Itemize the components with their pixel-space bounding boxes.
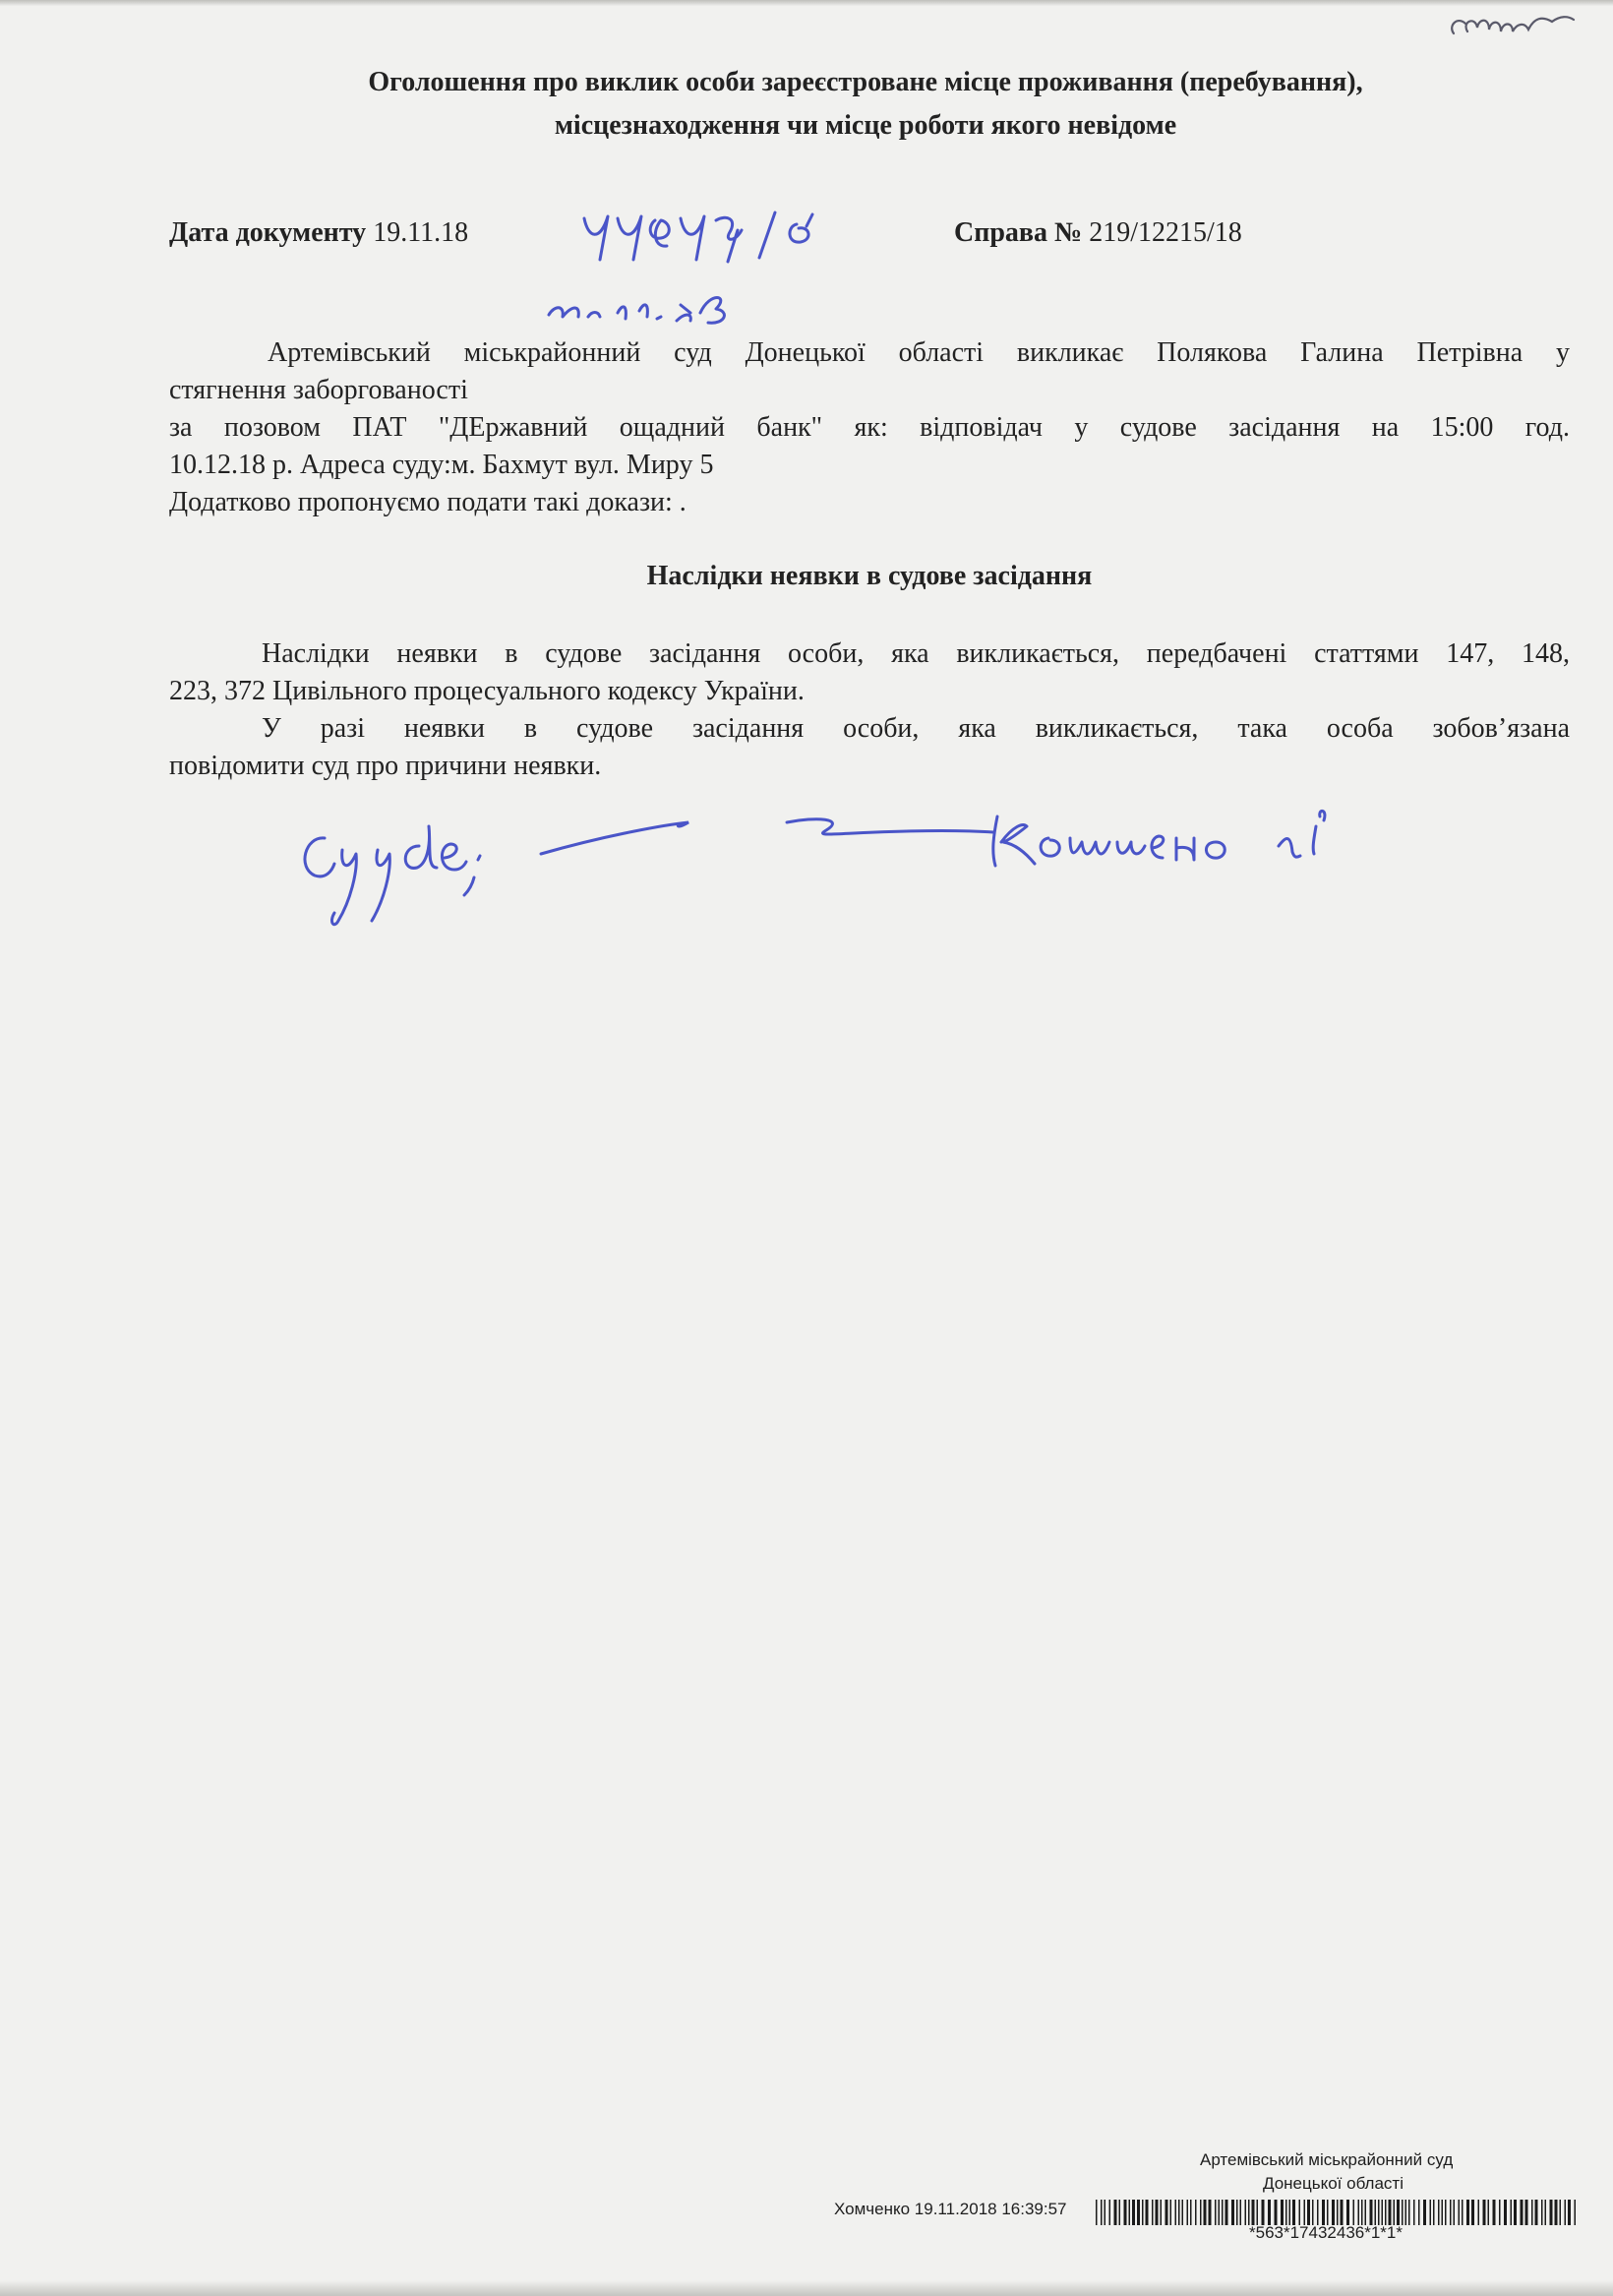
stamp-court-line-2: Донецької області <box>1263 2174 1404 2193</box>
summons-line-5: Додатково пропонуємо подати такі докази: . <box>169 487 687 517</box>
summons-line-3: за позовом ПАТ "ДЕржавний ощадний банк" як: відповідач у судове засідання на 15:00 год. <box>169 412 1570 443</box>
notice-line-1: У разі неявки в судове засідання особи, яка викликається, така особа зобов’язана <box>262 713 1570 744</box>
document-date <box>169 216 468 250</box>
summons-line-1: Артемівський міськрайонний суд Донецької області викликає Полякова Галина Петрівна у <box>268 337 1570 368</box>
title-line-2: місцезнаходження чи місце роботи якого невідоме <box>554 110 1177 141</box>
case-number <box>954 216 1242 250</box>
consequences-line-1: Наслідки неявки в судове засідання особи, яка викликається, передбачені статтями 147, 148, <box>262 638 1570 669</box>
barcode-code: *563*17432436*1*1* <box>1249 2223 1403 2242</box>
section-heading: Наслідки неявки в судове засідання <box>646 561 1093 591</box>
date-value: 19.11.18 <box>373 217 469 248</box>
handwritten-judge-label <box>291 807 508 935</box>
handwritten-judge-name <box>984 787 1397 876</box>
stamp-signed-by: Хомченко 19.11.2018 16:39:57 <box>834 2200 1067 2218</box>
summons-body <box>169 334 1570 521</box>
date-label: Дата документу <box>169 217 367 248</box>
notice-line-2: повідомити суд про причини неявки. <box>169 751 602 781</box>
scan-top-edge <box>0 0 1613 6</box>
summons-line-2: стягнення заборгованості <box>169 375 468 405</box>
stamp-court-line-1: Артемівський міськрайонний суд <box>1200 2150 1454 2169</box>
consequences-paragraph <box>169 635 1570 710</box>
document-title <box>167 61 1564 148</box>
handwritten-registration-number <box>578 203 844 268</box>
handwritten-registration-date <box>543 283 740 331</box>
title-line-1: Оголошення про виклик особи зареєстроване місце проживання (перебування), <box>368 67 1363 97</box>
summons-line-4: 10.12.18 р. Адреса суду:м. Бахмут вул. Миру 5 <box>169 450 714 480</box>
case-label: Справа № <box>954 217 1083 248</box>
barcode <box>1096 2200 1578 2225</box>
handwritten-mark-top-right <box>1444 6 1591 47</box>
case-value: 219/12215/18 <box>1089 217 1242 248</box>
judge-signature <box>531 795 1003 874</box>
scan-bottom-edge <box>0 2280 1613 2296</box>
consequences-line-2: 223, 372 Цивільного процесуального кодексу України. <box>169 676 805 706</box>
notice-paragraph <box>169 710 1570 785</box>
